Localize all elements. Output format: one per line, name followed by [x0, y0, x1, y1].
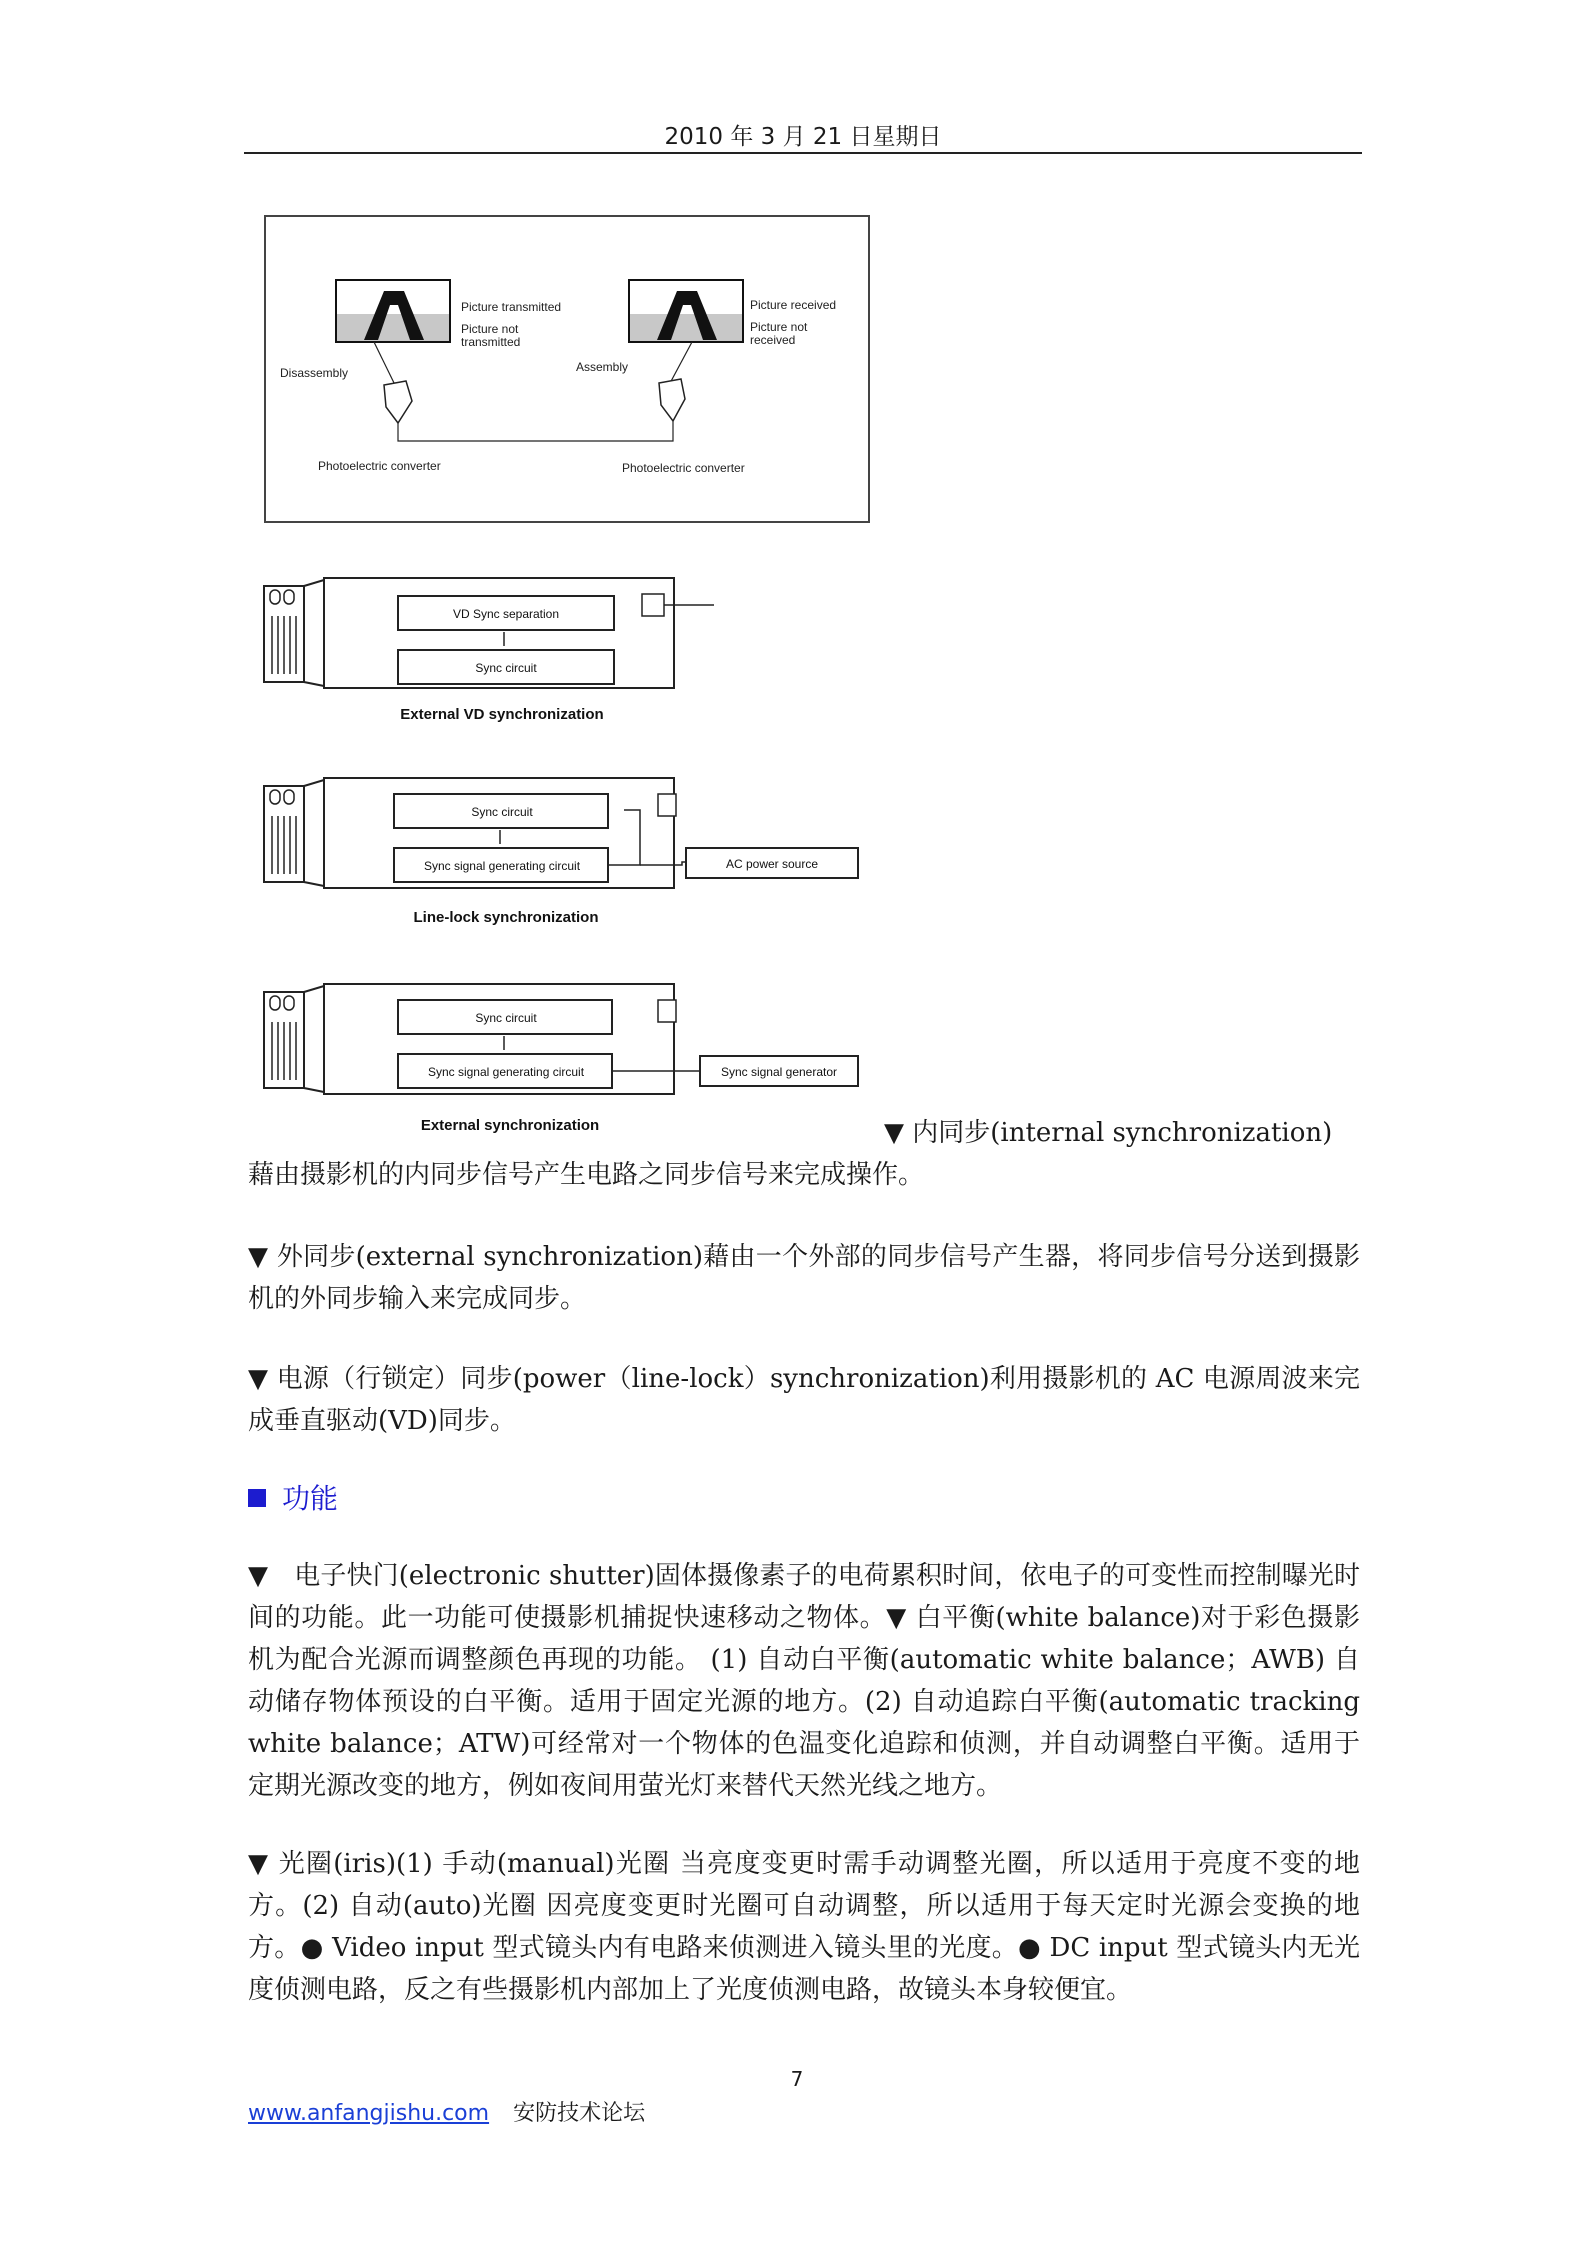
- label-picture-received: Picture received: [750, 298, 837, 312]
- box-sync-signal-generating-circuit: Sync signal generating circuit: [423, 859, 581, 873]
- internal-sync-heading: ▼ 内同步(internal synchronization): [884, 1118, 1333, 1148]
- square-bullet-icon: [248, 1489, 266, 1507]
- figure-external-vd-sync: [262, 576, 722, 736]
- external-sync-paragraph: ▼ 外同步(external synchronization)藉由一个外部的同步信号产生器，将同步信号分送到摄影机的外同步输入来完成同步。: [248, 1242, 1360, 1314]
- caption-external-vd-sync: External VD synchronization: [400, 706, 604, 723]
- box-vd-sync-separation: VD Sync separation: [452, 607, 560, 621]
- caption-external-sync: External synchronization: [420, 1117, 600, 1134]
- caption-line-lock-sync: Line-lock synchronization: [413, 909, 599, 926]
- label-picture-transmitted: Picture transmitted: [461, 300, 562, 314]
- internal-sync-text: 藉由摄影机的内同步信号产生电路之同步信号来完成操作。: [248, 1160, 925, 1190]
- section-heading-functions: [248, 1477, 338, 1517]
- page-footer: [248, 2096, 645, 2127]
- label-converter-right: Photoelectric converter: [622, 461, 745, 475]
- page-header-date: 2010 年 3 月 21 日星期日: [664, 124, 942, 150]
- label-converter-left: Photoelectric converter: [318, 459, 441, 473]
- box-sync-signal-generating-circuit-2: Sync signal generating circuit: [427, 1065, 585, 1079]
- label-picture-not-received-1: Picture not: [750, 320, 808, 334]
- figure-picture-transmission: [264, 215, 870, 525]
- label-picture-not-transmitted-2: transmitted: [461, 335, 521, 349]
- label-picture-not-transmitted-1: Picture not: [461, 322, 519, 336]
- page-number: 7: [790, 2067, 804, 2091]
- box-sync-circuit: Sync circuit: [475, 661, 537, 675]
- footer-link-url[interactable]: www.anfangjishu.com: [248, 2101, 490, 2126]
- box-ac-power-source: AC power source: [725, 857, 819, 871]
- figure-external-sync: [262, 982, 868, 1142]
- label-assembly: Assembly: [576, 360, 629, 374]
- label-disassembly: Disassembly: [280, 366, 349, 380]
- power-sync-paragraph: ▼ 电源（行锁定）同步(power（line-lock）synchronization)利用摄影机的 AC 电源周波来完成垂直驱动(VD)同步。: [248, 1364, 1360, 1436]
- footer-site-name: 安防技术论坛: [513, 2101, 646, 2126]
- box-sync-signal-generator: Sync signal generator: [720, 1065, 838, 1079]
- section-title: 功能: [282, 1482, 339, 1515]
- iris-paragraph: ▼ 光圈(iris)(1) 手动(manual)光圈 当亮度变更时需手动调整光圈，所以适用于亮度不变的地方。(2) 自动(auto)光圈 因亮度变更时光圈可自动调整，所以适用于每天定时光源会变换的地方。● Video input 型式镜头内有电路来侦测进入镜头里的光度。● DC input 型式镜头内无光度侦测电路，反之有些摄影机内部加上了光度侦测电路，故镜头本身较便宜。: [248, 1849, 1360, 2005]
- shutter-whitebalance-paragraph: ▼ 电子快门(electronic shutter)固体摄像素子的电荷累积时间，依电子的可变性而控制曝光时间的功能。此一功能可使摄影机捕捉快速移动之物体。▼ 白平衡(white balance)对于彩色摄影机为配合光源而调整颜色再现的功能。 (1) 自动白平衡(automatic white balance；AWB) 自动储存物体预设的白平衡。适用于固定光源的地方。(2) 自动追踪白平衡(automatic tracking white balance；ATW)可经常对一个物体的色温变化追踪和侦测，并自动调整白平衡。适用于定期光源改变的地方，例如夜间用萤光灯来替代天然光线之地方。: [248, 1561, 1360, 1801]
- box-sync-circuit-2: Sync circuit: [471, 805, 533, 819]
- header-rule: [244, 152, 1362, 154]
- label-picture-not-received-2: received: [750, 333, 796, 347]
- box-sync-circuit-3: Sync circuit: [475, 1011, 537, 1025]
- figure-line-lock-sync: [262, 776, 868, 936]
